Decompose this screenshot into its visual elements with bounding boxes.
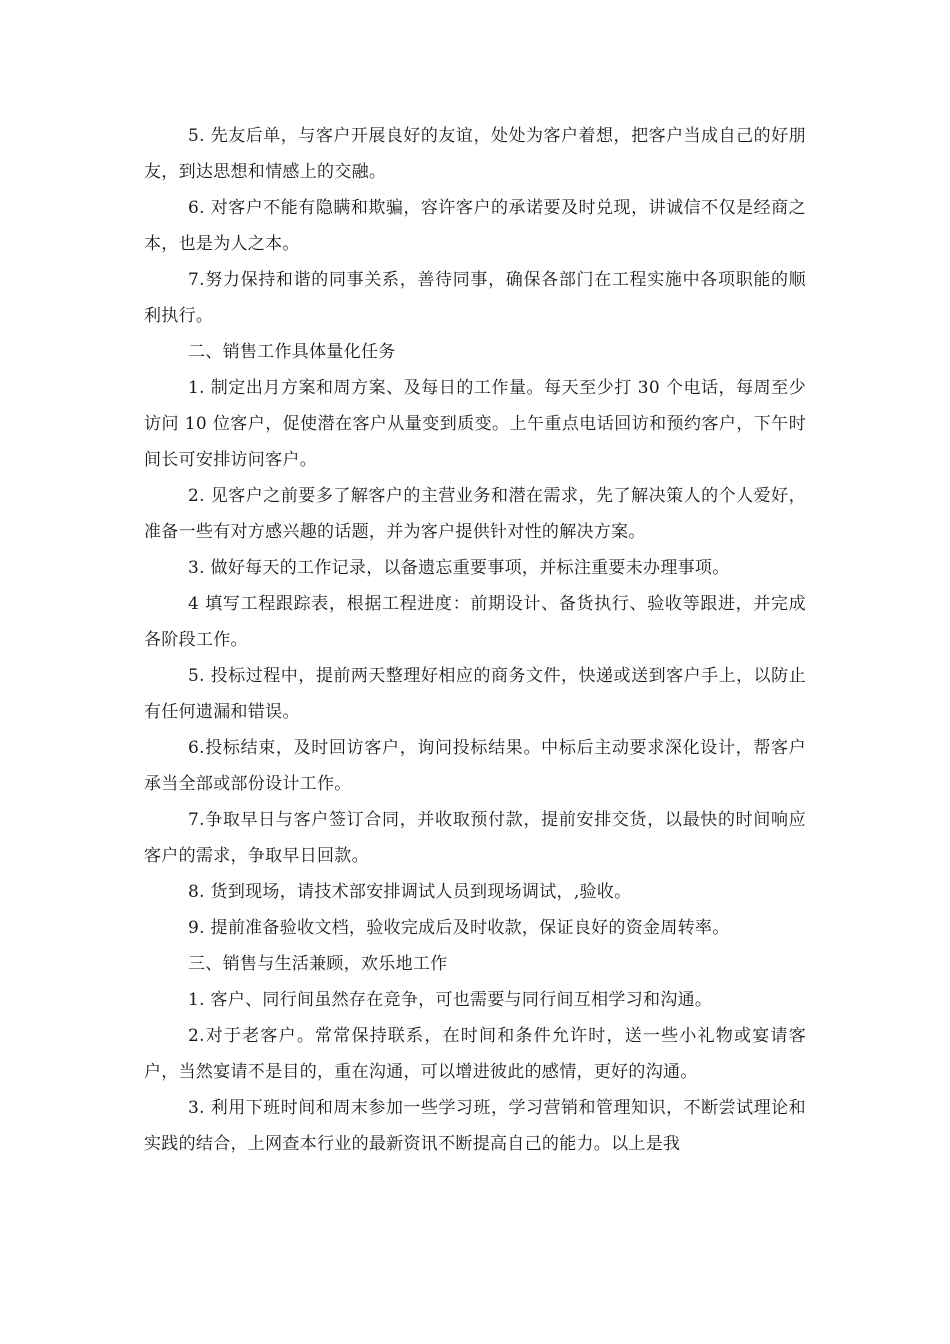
- balance-item-3: 3. 利用下班时间和周末参加一些学习班，学习营销和管理知识，不断尝试理论和实践的结合，上网查本行业的最新资讯不断提高自己的能力。以上是我: [144, 1098, 806, 1154]
- section-heading-3: 三、销售与生活兼顾，欢乐地工作: [188, 954, 448, 974]
- task-item-6: 6.投标结束，及时回访客户，询问投标结果。中标后主动要求深化设计，帮客户承当全部或部份设计工作。: [144, 738, 806, 794]
- paragraph-item-7: 7.努力保持和谐的同事关系，善待同事，确保各部门在工程实施中各项职能的顺利执行。: [144, 270, 806, 326]
- task-item-3: 3. 做好每天的工作记录，以备遗忘重要事项，并标注重要未办理事项。: [188, 558, 730, 578]
- task-item-5: 5. 投标过程中，提前两天整理好相应的商务文件，快递或送到客户手上，以防止有任何遗漏和错误。: [144, 666, 806, 722]
- paragraph-item-6: 6. 对客户不能有隐瞒和欺骗，容许客户的承诺要及时兑现，讲诚信不仅是经商之本，也是为人之本。: [144, 198, 806, 254]
- task-item-9: 9. 提前准备验收文档，验收完成后及时收款，保证良好的资金周转率。: [188, 918, 730, 938]
- document-body: [144, 118, 806, 1162]
- task-item-1: 1. 制定出月方案和周方案、及每日的工作量。每天至少打 30 个电话，每周至少访问 10 位客户，促使潜在客户从量变到质变。上午重点电话回访和预约客户，下午时间长可安排访问客户。: [144, 378, 806, 470]
- task-item-7: 7.争取早日与客户签订合同，并收取预付款，提前安排交货，以最快的时间响应客户的需求，争取早日回款。: [144, 810, 806, 866]
- task-item-4: 4 填写工程跟踪表，根据工程进度：前期设计、备货执行、验收等跟进，并完成各阶段工作。: [144, 594, 806, 650]
- task-item-2: 2. 见客户之前要多了解客户的主营业务和潜在需求，先了解决策人的个人爱好，准备一些有对方感兴趣的话题，并为客户提供针对性的解决方案。: [144, 486, 806, 542]
- paragraph-item-5: 5. 先友后单，与客户开展良好的友谊，处处为客户着想，把客户当成自己的好朋友，到达思想和情感上的交融。: [144, 126, 806, 182]
- task-item-8: 8. 货到现场，请技术部安排调试人员到现场调试，,验收。: [188, 882, 632, 902]
- balance-item-1: 1. 客户、同行间虽然存在竞争，可也需要与同行间互相学习和沟通。: [188, 990, 713, 1010]
- section-heading-2: 二、销售工作具体量化任务: [188, 342, 396, 362]
- balance-item-2: 2.对于老客户。常常保持联系，在时间和条件允许时，送一些小礼物或宴请客户，当然宴请不是目的，重在沟通，可以增进彼此的感情，更好的沟通。: [144, 1026, 806, 1082]
